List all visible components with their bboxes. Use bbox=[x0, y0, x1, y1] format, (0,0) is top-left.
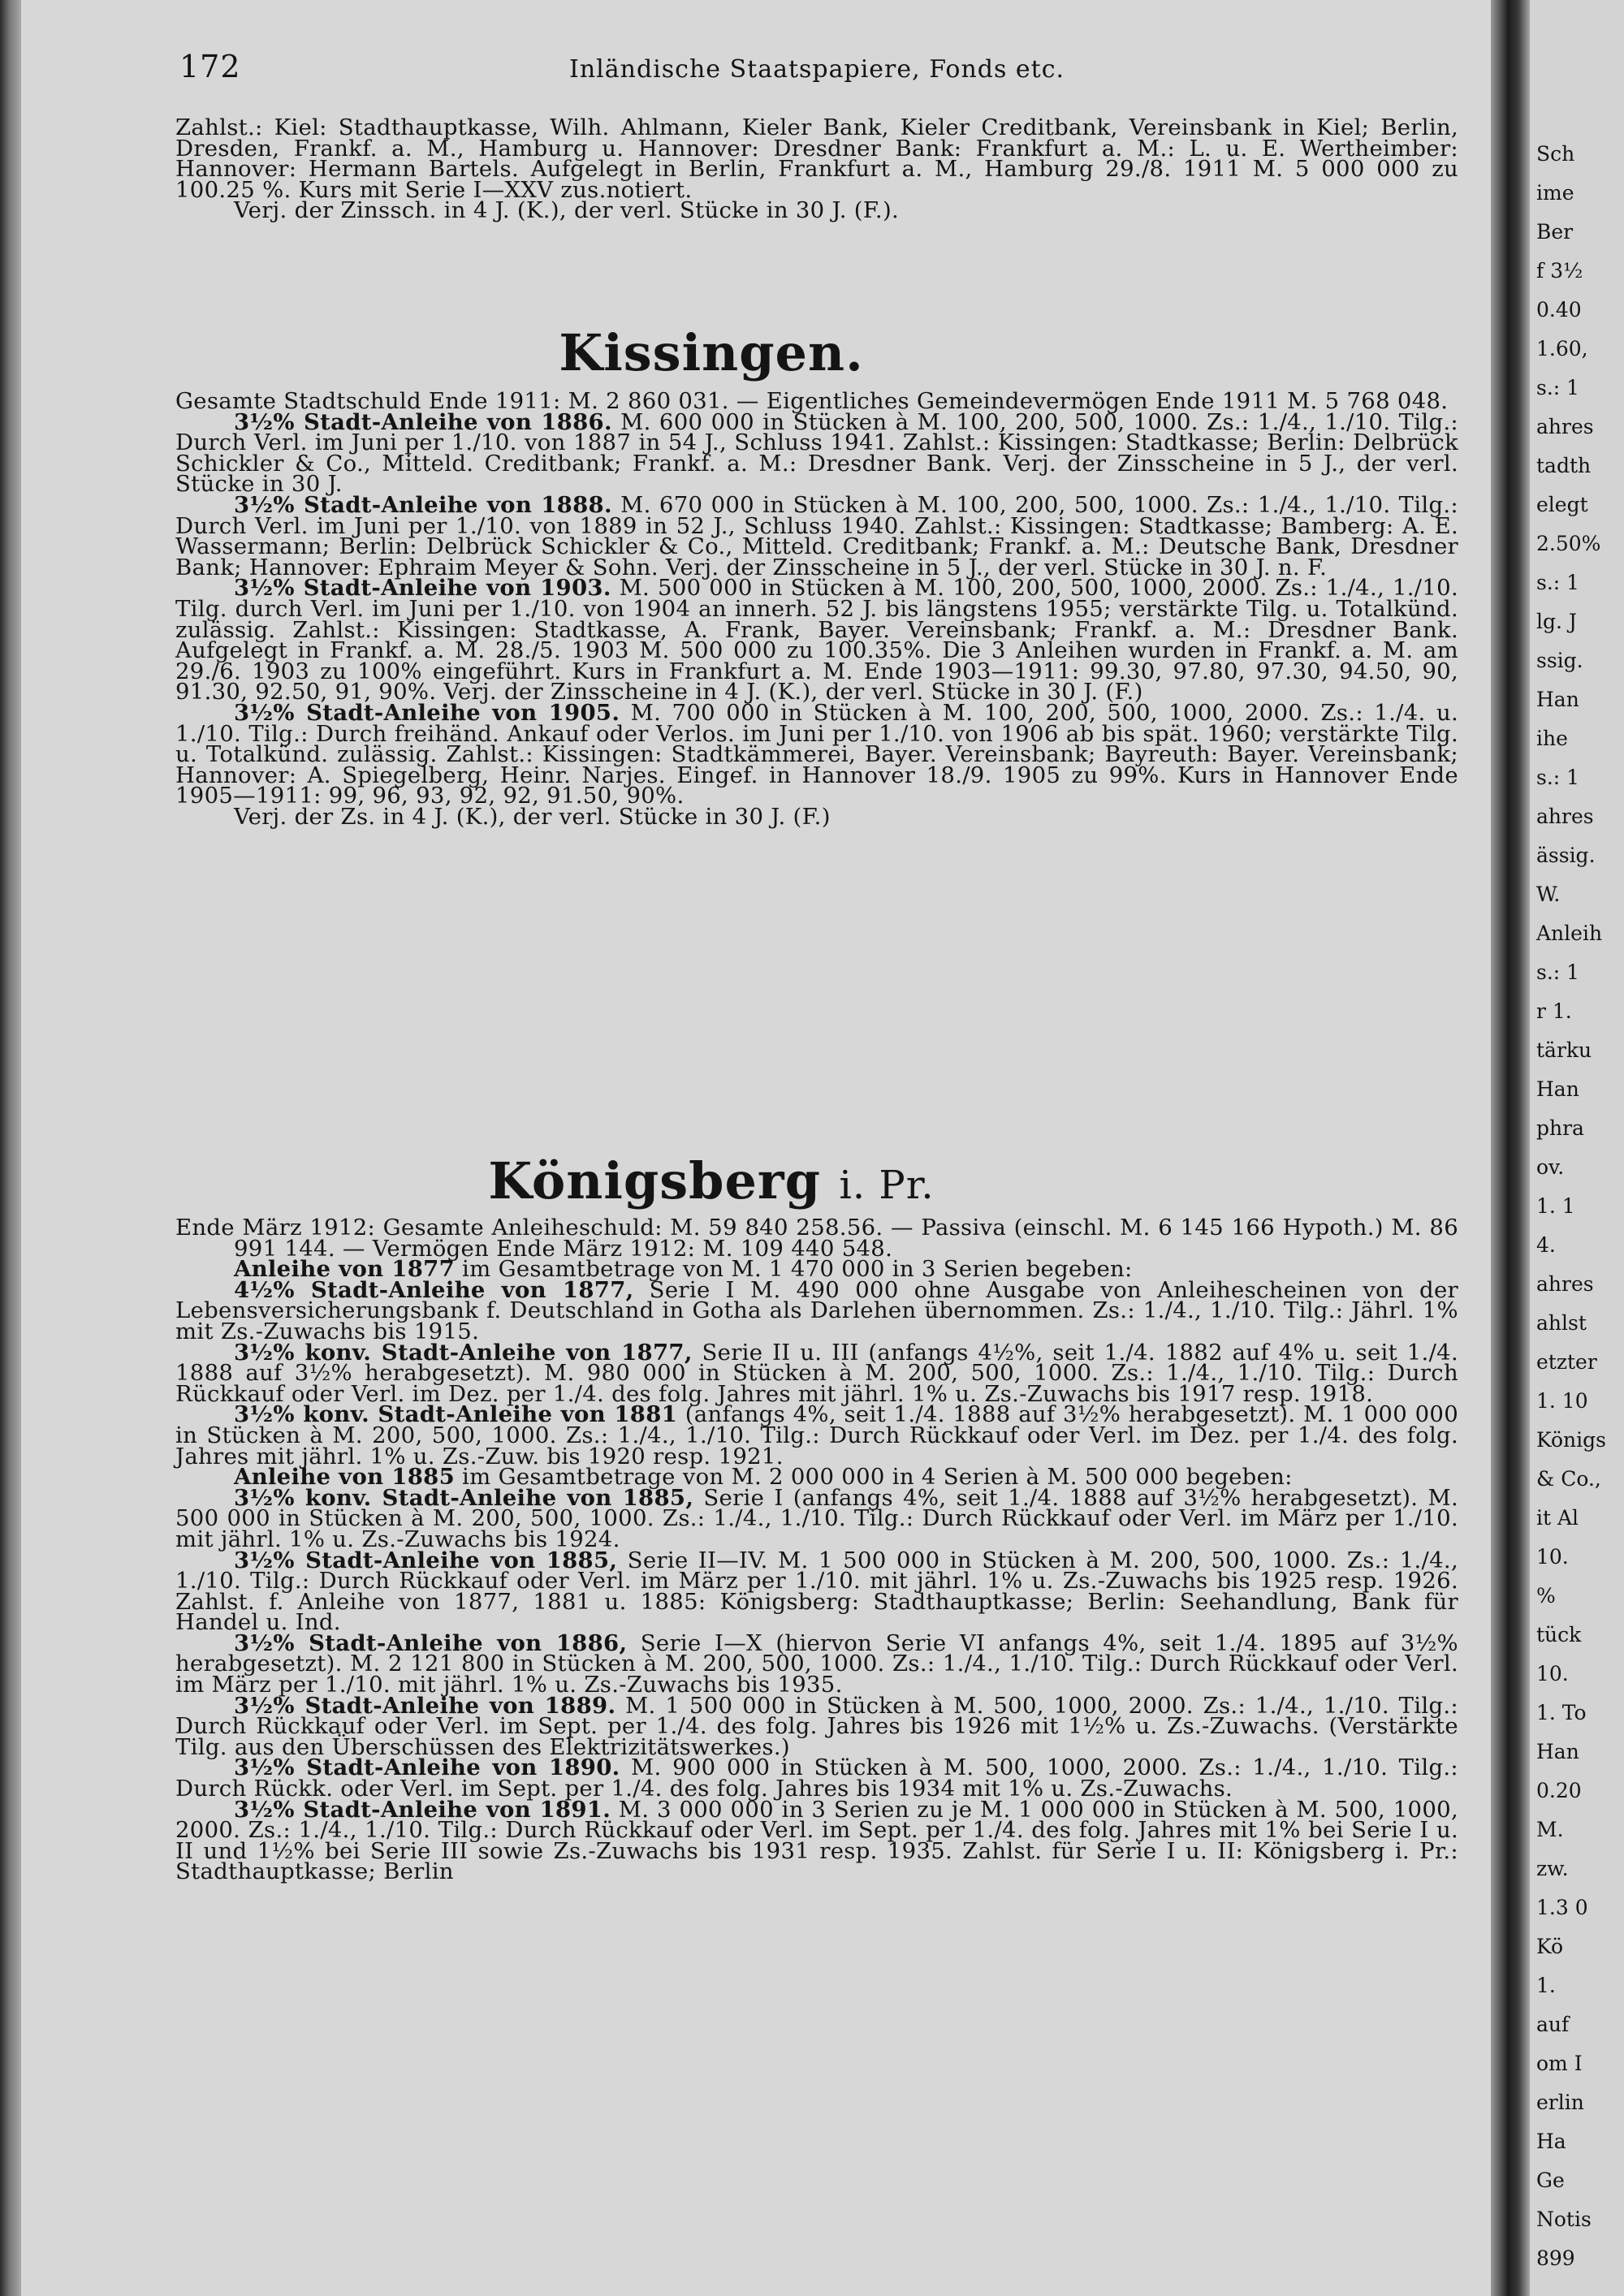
adjacent-page-fragment: r 1. bbox=[1536, 999, 1572, 1023]
adjacent-page-fragment: ahres bbox=[1536, 415, 1594, 438]
koenigsberg-loan-1890 bbox=[175, 1754, 1458, 1802]
loan-text: M. 600 000 in Stücken à M. 100, 200, 500, 1000. Zs.: 1./4., 1./10. Tilg.: Durch Verl. im Juni per 1./10. von 1887 in 54 J., Schluss 1941. Zahlst.: Kissingen: Stadtkasse; Berlin: Delbrück Schickler & Co., Mitteld. Creditbank; Frankf. a. M.: Dresdner Bank. Verj. der Zinsscheine in 5 J., der verl. Stücke in 30 J. bbox=[175, 408, 1458, 498]
loan-text: im Gesamtbetrage von M. 2 000 000 in 4 Serien à M. 500 000 begeben: bbox=[455, 1464, 1293, 1491]
adjacent-page-fragment: 1. 10 bbox=[1536, 1389, 1588, 1413]
loan-text: M. 670 000 in Stücken à M. 100, 200, 500, 1000. Zs.: 1./4., 1./10. Tilg.: Durch Verl. im Juni per 1./10. von 1889 in 52 J., Schluss 1940. Zahlst.: Kissingen: Stadtkasse; Bamberg: A. E. Wassermann; Berlin: Delbrück Schickler & Co., Mitteld. Creditbank; Frankf. a. M.: Deutsche Bank, Dresdner Bank; Hannover: Ephraim Meyer & Sohn. Verj. der Zinsscheine in 5 J., der verl. Stücke in 30 J. n. F. bbox=[175, 491, 1458, 580]
kissingen-closing: Verj. der Zs. in 4 J. (K.), der verl. Stücke in 30 J. (F.) bbox=[234, 803, 831, 830]
loan-lead: 3½% Stadt-Anleihe von 1891. bbox=[234, 1796, 611, 1823]
adjacent-page-fragment: ime bbox=[1536, 181, 1574, 205]
adjacent-page-fragment: phra bbox=[1536, 1116, 1584, 1140]
adjacent-page-fragment: ssig. bbox=[1536, 649, 1583, 672]
adjacent-page-fragment: elegt bbox=[1536, 493, 1588, 516]
adjacent-page-fragment: Han bbox=[1536, 1077, 1579, 1101]
adjacent-page-fragment: f 3½ bbox=[1536, 259, 1583, 283]
loan-lead: Anleihe von 1877 bbox=[234, 1256, 456, 1283]
adjacent-page-fragment: etzter bbox=[1536, 1350, 1597, 1374]
adjacent-page-fragment: 10. bbox=[1536, 1662, 1569, 1685]
kissingen-title: Kissingen. bbox=[559, 323, 864, 382]
koenigsberg-title-suffix: i. Pr. bbox=[839, 1163, 935, 1208]
adjacent-page-fragment: % bbox=[1536, 1584, 1556, 1608]
adjacent-page-edge bbox=[1530, 0, 1624, 2296]
adjacent-page-fragment: 2.50% bbox=[1536, 532, 1601, 555]
adjacent-page-fragment: it Al bbox=[1536, 1506, 1579, 1530]
adjacent-page-fragment: ahres bbox=[1536, 1272, 1594, 1296]
adjacent-page-fragment: 1.60, bbox=[1536, 337, 1588, 360]
koenigsberg-loan-1885-serie-2-4 bbox=[175, 1547, 1458, 1636]
loan-lead: 3½% Stadt-Anleihe von 1903. bbox=[234, 575, 611, 602]
loan-text: Serie I (anfangs 4%, seit 1./4. 1888 auf 3½% herabgesetzt). M. 500 000 in Stücken à M. 200, 500, 1000. Zs.: 1./4., 1./10. Tilg.: Durch Rückkauf oder Verl. im März per 1./10. mit jährl. 1% u. Zs.-Zuwachs bis 1924. bbox=[175, 1484, 1458, 1552]
adjacent-page-fragment: tärku bbox=[1536, 1038, 1592, 1062]
loan-lead: 3½% Stadt-Anleihe von 1888. bbox=[234, 491, 612, 518]
adjacent-page-fragment: 4. bbox=[1536, 1233, 1556, 1257]
adjacent-page-fragment: 1. 1 bbox=[1536, 1194, 1575, 1218]
adjacent-page-fragment: erlin bbox=[1536, 2091, 1584, 2114]
loan-text: Serie I—X (hiervon Serie VI anfangs 4%, seit 1./4. 1895 auf 3½% herabgesetzt). M. 2 121 800 in Stücken à M. 200, 500, 1000. Zs.: 1./4., 1./10. Tilg.: Durch Rückkauf oder Verl. im März per 1./10. mit jährl. 1% u. Zs.-Zuwachs bis 1935. bbox=[175, 1629, 1458, 1698]
book-gutter bbox=[1491, 0, 1530, 2296]
adjacent-page-fragment: 1. To bbox=[1536, 1701, 1587, 1724]
adjacent-page-fragment: s.: 1 bbox=[1536, 571, 1580, 594]
loan-lead: 3½% konv. Stadt-Anleihe von 1881 bbox=[234, 1401, 678, 1428]
adjacent-page-fragment: Ber bbox=[1536, 220, 1574, 244]
adjacent-page-fragment: s.: 1 bbox=[1536, 960, 1580, 984]
loan-lead: 3½% Stadt-Anleihe von 1889. bbox=[234, 1692, 616, 1719]
loan-text: Serie II u. III (anfangs 4½%, seit 1./4. 1882 auf 4% u. seit 1./4. 1888 auf 3½% herabgesetzt). M. 980 000 in Stücken à M. 200, 500, 1000. Zs.: 1./4., 1./10. Tilg.: Durch Rückkauf oder Verl. im Dez. per 1./4. des folg. Jahres mit jährl. 1% u. Zs.-Zuwachs bis 1917 resp. 1918. bbox=[175, 1339, 1458, 1407]
koenigsberg-loan-1885-serie-1 bbox=[175, 1484, 1458, 1552]
koenigsberg-loan-1886 bbox=[175, 1629, 1458, 1698]
page-header bbox=[179, 49, 1446, 89]
koenigsberg-loan-1877-serie-2-3 bbox=[175, 1339, 1458, 1407]
adjacent-page-fragment: zw. bbox=[1536, 1857, 1569, 1880]
continuation-paragraph bbox=[175, 114, 1458, 224]
adjacent-page-fragment: s.: 1 bbox=[1536, 376, 1580, 399]
loan-text: M. 700 000 in Stücken à M. 100, 200, 500, 1000, 2000. Zs.: 1./4. u. 1./10. Tilg.: Durch freihänd. Ankauf oder Verlos. im Juni per 1./10. von 1906 ab bis spät. 1960; verstärkte Tilg. u. Totalkünd. zulässig. Zahlst.: Kissingen: Stadtkämmerei, Bayer. Vereinsbank; Bayreuth: Bayer. Vereinsbank; Hannover: A. Spiegelberg, Heinr. Narjes. Eingef. in Hannover 18./9. 1905 zu 99%. Kurs in Hannover Ende 1905—1911: 99, 96, 93, 92, 92, 91.50, 90%. bbox=[175, 699, 1459, 809]
book-spine-shadow bbox=[0, 0, 21, 2296]
continuation-verj: Verj. der Zinssch. in 4 J. (K.), der verl. Stücke in 30 J. (F.). bbox=[234, 197, 900, 224]
loan-text: M. 1 500 000 in Stücken à M. 500, 1000, 2000. Zs.: 1./4., 1./10. Tilg.: Durch Rückkauf oder Verl. im Sept. per 1./4. des folg. Jahres bis 1926 mit 1½% u. Zs.-Zuwachs. (Verstärkte Tilg. aus den Überschüssen des Elektrizitätswerkes.) bbox=[175, 1692, 1458, 1760]
koenigsberg-loan-1889 bbox=[175, 1692, 1458, 1760]
loan-text: im Gesamtbetrage von M. 1 470 000 in 3 Serien begeben: bbox=[455, 1256, 1133, 1283]
loan-text: Serie II—IV. M. 1 500 000 in Stücken à M. 200, 500, 1000. Zs.: 1./4., 1./10. Tilg.: Durch Rückkauf oder Verl. im März per 1./10. mit jährl. 1% u. Zs.-Zuwachs bis 1925 resp. 1926. Zahlst. f. Anleihe von 1877, 1881 u. 1885: Königsberg: Stadthauptkasse; Berlin: Seehandlung, Bank für Handel u. Ind. bbox=[175, 1547, 1458, 1636]
adjacent-page-fragment: om I bbox=[1536, 2052, 1583, 2075]
continuation-text: Zahlst.: Kiel: Stadthauptkasse, Wilh. Ahlmann, Kieler Bank, Kieler Creditbank, Vereinsbank in Kiel; Berlin, Dresden, Frankf. a. M., Hamburg u. Hannover: Dresdner Bank: Frankfurt a. M.: L. u. E. Wertheimber: Hannover: Hermann Bartels. Aufgelegt in Berlin, Frankfurt a. M., Hamburg 29./8. 1911 M. 5 000 000 zu 100.25 %. Kurs mit Serie I—XXV zus.notiert. bbox=[175, 114, 1458, 203]
kissingen-loan-1903 bbox=[175, 575, 1458, 706]
adjacent-page-fragment: & Co., bbox=[1536, 1467, 1601, 1491]
adjacent-page-fragment: Sch bbox=[1536, 142, 1575, 166]
loan-lead: 3½% Stadt-Anleihe von 1890. bbox=[234, 1754, 620, 1781]
koenigsberg-title: Königsberg bbox=[488, 1151, 821, 1211]
adjacent-page-fragment: Königs bbox=[1536, 1428, 1606, 1452]
loan-lead: 3½% konv. Stadt-Anleihe von 1885, bbox=[234, 1484, 694, 1511]
loan-lead: 3½% Stadt-Anleihe von 1905. bbox=[234, 699, 620, 726]
adjacent-page-fragment: Han bbox=[1536, 1740, 1579, 1763]
adjacent-page-fragment: 0.20 bbox=[1536, 1779, 1582, 1802]
adjacent-page-fragment: tadth bbox=[1536, 454, 1592, 477]
loan-lead: 3½% konv. Stadt-Anleihe von 1877, bbox=[234, 1339, 693, 1366]
adjacent-page-fragment: ahlst bbox=[1536, 1311, 1587, 1335]
loan-lead: 3½% Stadt-Anleihe von 1886, bbox=[234, 1629, 628, 1656]
section-title-kissingen bbox=[21, 323, 1402, 382]
koenigsberg-loan-1877-serie-1 bbox=[175, 1276, 1458, 1344]
loan-lead: Anleihe von 1885 bbox=[234, 1464, 456, 1491]
adjacent-page-fragment: ässig. bbox=[1536, 844, 1596, 867]
koenigsberg-section bbox=[175, 1215, 1458, 1885]
adjacent-page-fragment: 0.40 bbox=[1536, 298, 1582, 322]
loan-text: Serie I M. 490 000 ohne Ausgabe von Anleihescheinen von der Lebensversicherungsbank f. Deutschland in Gotha als Darlehen übernommen. Zs.: 1./4., 1./10. Tilg.: Jährl. 1% mit Zs.-Zuwachs bis 1915. bbox=[175, 1276, 1458, 1344]
kissingen-loan-1888 bbox=[175, 491, 1458, 580]
adjacent-page-fragment: tück bbox=[1536, 1623, 1582, 1646]
adjacent-page-fragment: ahres bbox=[1536, 805, 1594, 828]
adjacent-page-fragment: Kö bbox=[1536, 1935, 1564, 1958]
adjacent-page-fragment: Notis bbox=[1536, 2208, 1592, 2231]
adjacent-page-fragment: lg. J bbox=[1536, 610, 1577, 633]
loan-text: M. 900 000 in Stücken à M. 500, 1000, 2000. Zs.: 1./4., 1./10. Tilg.: Durch Rückk. oder Verl. im Sept. per 1./4. des folg. Jahres bis 1934 mit 1% u. Zs.-Zuwachs. bbox=[175, 1754, 1458, 1802]
adjacent-page-fragment: Ha bbox=[1536, 2130, 1566, 2153]
koenigsberg-loan-1881 bbox=[175, 1401, 1458, 1470]
koenigsberg-loan-1891 bbox=[175, 1796, 1458, 1885]
adjacent-page-fragment: Ge bbox=[1536, 2169, 1565, 2192]
adjacent-page-fragment: 1.3 0 bbox=[1536, 1896, 1588, 1919]
loan-text: M. 500 000 in Stücken à M. 100, 200, 500, 1000, 2000. Zs.: 1./4., 1./10. Tilg. durch Verl. im Juni per 1./10. von 1904 an innerh. 52 J. bis längstens 1955; verstärkte Tilg. u. Totalkünd. zulässig. Zahlst.: Kissingen: Stadtkasse, A. Frank, Bayer. Vereinsbank; Frankf. a. M.: Dresdner Bank. Aufgelegt in Frankf. a. M. 28./5. 1903 M. 500 000 zu 100.35%. Die 3 Anleihen wurden in Frankf. a. M. am 29./6. 1903 zu 100% eingeführt. Kurs in Frankfurt a. M. Ende 1903—1911: 99.30, 97.80, 97.30, 94.50, 90, 91.30, 92.50, 91, 90%. Verj. der Zinsscheine in 4 J. (K.), der verl. Stücke in 30 J. (F.) bbox=[175, 575, 1458, 706]
kissingen-loan-1886 bbox=[175, 408, 1458, 498]
adjacent-page-fragment: Anleih bbox=[1536, 921, 1603, 945]
kissingen-section bbox=[175, 388, 1459, 830]
section-title-koenigsberg bbox=[21, 1151, 1402, 1211]
book-page bbox=[21, 0, 1491, 2296]
adjacent-page-fragment: Han bbox=[1536, 688, 1579, 711]
adjacent-page-fragment: auf bbox=[1536, 2013, 1570, 2036]
loan-lead: 3½% Stadt-Anleihe von 1885, bbox=[234, 1547, 618, 1573]
koenigsberg-intro: Ende März 1912: Gesamte Anleiheschuld: M. 59 840 258.56. — Passiva (einschl. M. 6 145 166 Hypoth.) M. 86 991 144. — Vermögen Ende März 1912: M. 109 440 548. bbox=[175, 1215, 1458, 1262]
kissingen-loan-1905 bbox=[175, 699, 1459, 809]
kissingen-intro: Gesamte Stadtschuld Ende 1911: M. 2 860 031. — Eigentliches Gemeindevermögen Ende 1911 M. 5 768 048. bbox=[175, 388, 1449, 414]
loan-text: M. 3 000 000 in 3 Serien zu je M. 1 000 000 in Stücken à M. 500, 1000, 2000. Zs.: 1./4., 1./10. Tilg.: Durch Rückkauf oder Verl. im Sept. per 1./4. des folg. Jahres mit 1% bei Serie I u. II und 1½% bei Serie III sowie Zs.-Zuwachs bis 1931 resp. 1935. Zahlst. für Serie I u. II: Königsberg i. Pr.: Stadthauptkasse; Berlin bbox=[175, 1796, 1458, 1885]
loan-lead: 3½% Stadt-Anleihe von 1886. bbox=[234, 408, 612, 435]
adjacent-page-fragment: s.: 1 bbox=[1536, 766, 1580, 789]
adjacent-page-fragment: W. bbox=[1536, 883, 1561, 906]
adjacent-page-fragment: M. bbox=[1536, 1818, 1564, 1841]
adjacent-page-fragment: ov. bbox=[1536, 1155, 1565, 1179]
running-head: Inländische Staatspapiere, Fonds etc. bbox=[569, 55, 1065, 84]
adjacent-page-fragment: 1. bbox=[1536, 1974, 1556, 1997]
adjacent-page-fragment: ihe bbox=[1536, 727, 1568, 750]
loan-text: (anfangs 4%, seit 1./4. 1888 auf 3½% herabgesetzt). M. 1 000 000 in Stücken à M. 200, 500, 1000. Zs.: 1./4., 1./10. Tilg.: Durch Rückkauf oder Verl. im Dez. per 1./4. des folg. Jahres mit jährl. 1% u. Zs.-Zuw. bis 1920 resp. 1921. bbox=[175, 1401, 1458, 1470]
adjacent-page-fragment: 899 bbox=[1536, 2246, 1575, 2270]
adjacent-page-fragment: 10. bbox=[1536, 1545, 1569, 1569]
loan-lead: 4½% Stadt-Anleihe von 1877, bbox=[234, 1276, 634, 1303]
page-number: 172 bbox=[179, 49, 241, 84]
